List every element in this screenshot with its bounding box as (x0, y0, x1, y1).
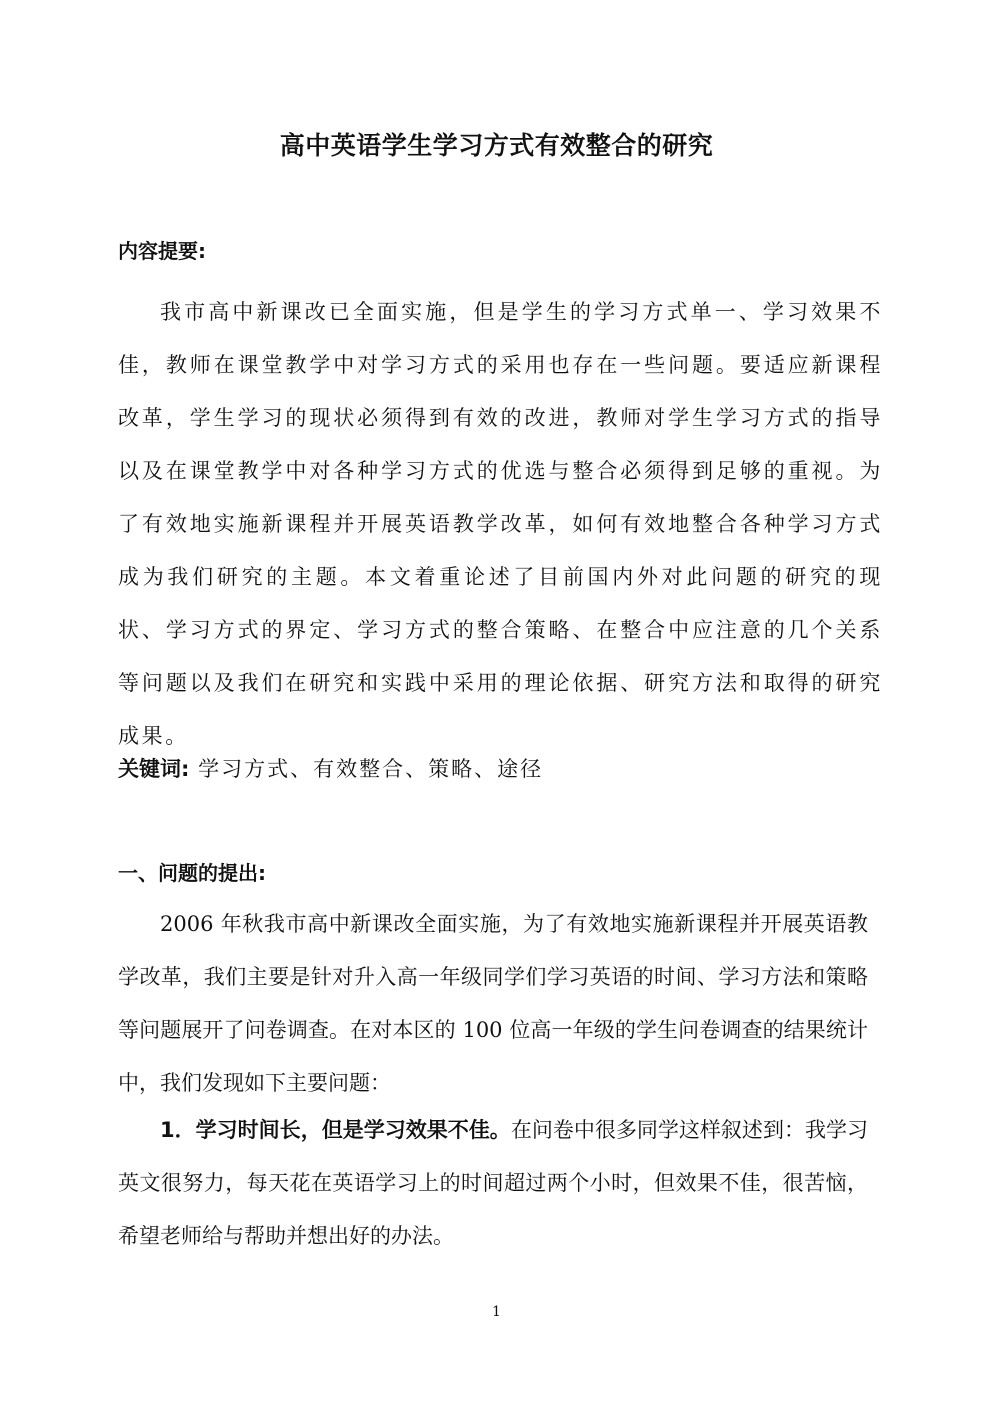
point-text: 在问卷中很多同学这样叙述到：我学习英文很努力，每天花在英语学习上的时间超过两个小时，但效果不佳，很苦恼，希望老师给与帮助并想出好的办法。 (118, 1118, 868, 1248)
point-paragraph (118, 1104, 868, 1263)
abstract-paragraph: 我市高中新课改已全面实施，但是学生的学习方式单一、学习效果不佳，教师在课堂教学中对学习方式的采用也存在一些问题。要适应新课程改革，学生学习的现状必须得到有效的改进，教师对学生学习方式的指导以及在课堂教学中对各种学习方式的优选与整合必须得到足够的重视。为了有效地实施新课程并开展英语教学改革，如何有效地整合各种学习方式成为我们研究的主题。本文着重论述了目前国内外对此问题的研究的现状、学习方式的界定、学习方式的整合策略、在整合中应注意的几个关系等问题以及我们在研究和实践中采用的理论依据、研究方法和取得的研究成果。 (118, 300, 883, 748)
document-title: 高中英语学生学习方式有效整合的研究 (279, 131, 714, 160)
point-lead: 1．学习时间长，但是学习效果不佳。 (160, 1118, 511, 1142)
page-number: 1 (492, 1304, 501, 1320)
keywords-line (118, 752, 543, 786)
keywords-label: 关键词: (118, 757, 190, 781)
section-paragraph: 2006 年秋我市高中新课改全面实施，为了有效地实施新课程并开展英语教学改革，我们主要是针对升入高一年级同学们学习英语的时间、学习方法和策略等问题展开了问卷调查。在对本区的 100 位高一年级的学生问卷调查的结果统计中，我们发现如下主要问题： (118, 912, 868, 1095)
abstract-heading: 内容提要: (118, 239, 206, 263)
section-heading: 一、问题的提出: (118, 861, 266, 885)
keywords-text: 学习方式、有效整合、策略、途径 (198, 757, 544, 781)
